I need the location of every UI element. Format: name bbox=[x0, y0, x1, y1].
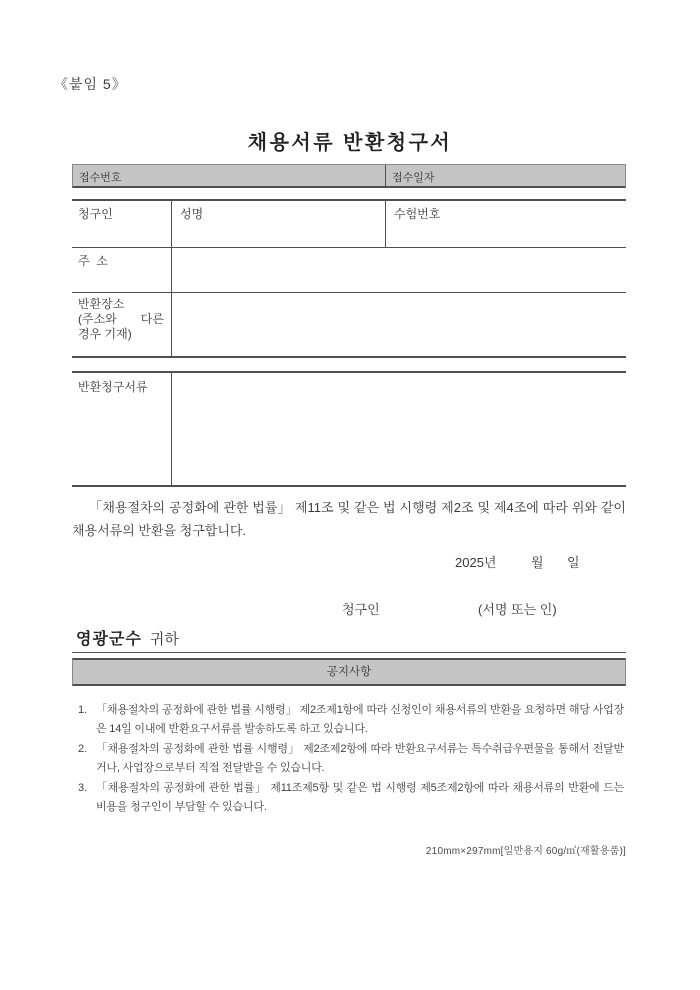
declaration-paragraph bbox=[72, 496, 626, 542]
receipt-header-bar bbox=[72, 164, 626, 188]
paper-spec-note: 210mm×297mm[일반용지 60g/㎡(재활용품)] bbox=[425, 846, 626, 857]
return-place-field-cell[interactable] bbox=[172, 293, 626, 356]
address-label: 주 소 bbox=[78, 254, 108, 268]
address-field-cell[interactable] bbox=[172, 248, 626, 292]
horizontal-rule bbox=[72, 652, 626, 653]
applicant-table bbox=[72, 199, 626, 358]
exam-number-field-cell[interactable] bbox=[386, 201, 626, 247]
date-year: 2025년 bbox=[455, 555, 497, 570]
addressee-line bbox=[76, 626, 179, 649]
name-field-cell[interactable] bbox=[172, 201, 386, 247]
receipt-number-label: 접수번호 bbox=[79, 172, 122, 184]
notice-item-2-number: 2. bbox=[78, 743, 88, 755]
notice-item-1 bbox=[78, 701, 624, 738]
return-place-label-line1: 반환장소 bbox=[78, 297, 125, 311]
signature-claimant-label: 청구인 bbox=[342, 602, 380, 617]
declaration-line2: 채용서류의 반환을 청구합니다. bbox=[72, 523, 247, 538]
table-row-claimant bbox=[72, 199, 626, 248]
receipt-number-cell[interactable] bbox=[73, 165, 386, 186]
notice-header-bar bbox=[72, 658, 626, 686]
exam-number-label: 수험번호 bbox=[394, 207, 441, 221]
return-documents-label: 반환청구서류 bbox=[78, 380, 148, 394]
notice-item-2 bbox=[78, 740, 624, 777]
receipt-date-cell[interactable] bbox=[386, 165, 625, 186]
receipt-date-label: 접수일자 bbox=[392, 172, 435, 184]
notice-item-3-text: 「채용절차의 공정화에 관한 법률」 제11조제5항 및 같은 법 시행령 제5조제2항에 따라 채용서류의 반환에 드는 비용을 청구인이 부담할 수 있습니다. bbox=[96, 782, 624, 813]
return-place-label-line2: (주소와 다른 bbox=[78, 312, 164, 326]
notice-item-2-text: 「채용절차의 공정화에 관한 법률 시행령」 제2조제2항에 따라 반환요구서류는 특수취급우편물을 통해서 전달받거나, 사업장으로부터 직접 전달받을 수 있습니다. bbox=[96, 743, 624, 774]
notice-item-3-number: 3. bbox=[78, 782, 88, 794]
name-label: 성명 bbox=[180, 207, 204, 221]
notice-item-1-text: 「채용절차의 공정화에 관한 법률 시행령」 제2조제1항에 따라 신청인이 채용서류의 반환을 요청하면 해당 사업장은 14일 이내에 반환요구서류를 발송하도록 하고 있습니다. bbox=[96, 704, 624, 735]
table-row-return-place bbox=[72, 293, 626, 358]
date-month: 월 bbox=[531, 555, 544, 570]
return-place-label-line3: 경우 기재) bbox=[78, 327, 132, 341]
signature-seal-note: (서명 또는 인) bbox=[478, 602, 557, 617]
table-row-address bbox=[72, 248, 626, 293]
notice-list bbox=[78, 701, 624, 818]
notice-header-label: 공지사항 bbox=[326, 666, 372, 678]
return-documents-table bbox=[72, 371, 626, 487]
claimant-label-cell bbox=[72, 201, 172, 247]
page-title: 채용서류 반환청구서 bbox=[247, 132, 453, 154]
declaration-line1: 「채용절차의 공정화에 관한 법률」 제11조 및 같은 법 시행령 제2조 및 제4조에 따라 위와 같이 bbox=[89, 500, 626, 515]
notice-item-3 bbox=[78, 779, 624, 816]
addressee-name: 영광군수 bbox=[76, 631, 142, 648]
return-documents-label-cell bbox=[72, 373, 172, 485]
notice-item-1-number: 1. bbox=[78, 704, 88, 716]
return-documents-field-cell[interactable] bbox=[172, 373, 626, 485]
address-label-cell bbox=[72, 248, 172, 292]
addressee-honorific: 귀하 bbox=[149, 631, 179, 648]
return-place-label-cell bbox=[72, 293, 172, 356]
attachment-label: 《붙임 5》 bbox=[54, 76, 127, 92]
claimant-label: 청구인 bbox=[78, 207, 113, 221]
date-day: 일 bbox=[567, 555, 580, 570]
